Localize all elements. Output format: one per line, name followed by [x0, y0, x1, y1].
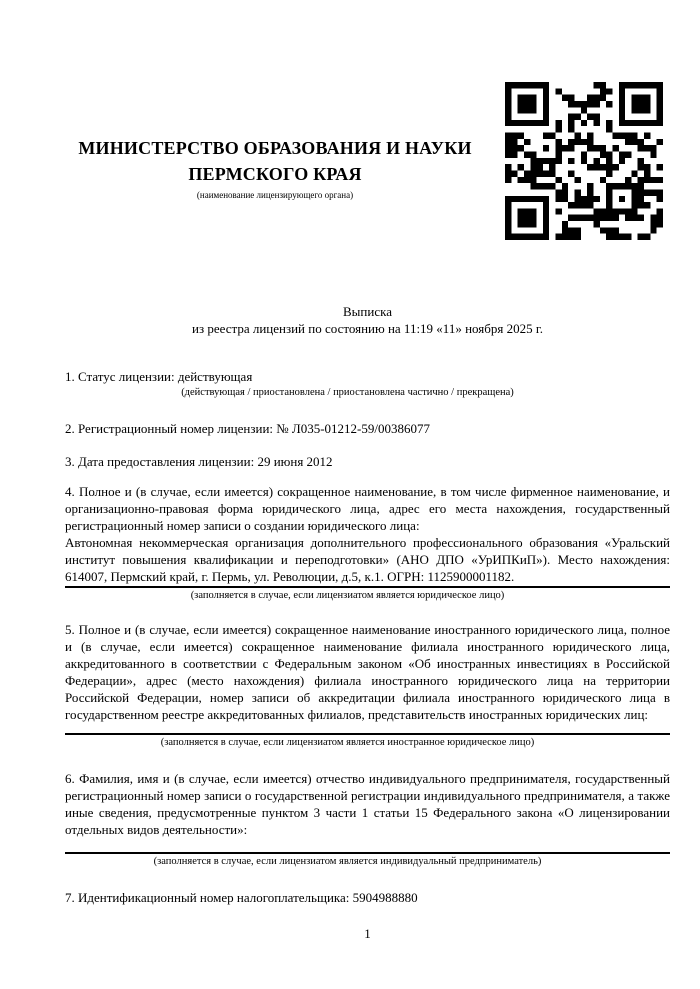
license-status-options-note: (действующая / приостановлена / приостановлена частично / прекращена): [181, 387, 514, 398]
entrepreneur-note: (заполняется в случае, если лицензиатом является индивидуальный предприниматель): [153, 856, 542, 867]
qr-code: [505, 82, 663, 240]
foreign-entity-label: 5. Полное и (в случае, если имеется) сокращенное наименование иностранного юридического лица, полное и (в случае, если имеется) сокращенное наименование филиала иностранного юридического лица, аккредитованного в соответствии с Федеральным законом «Об иностранных инвестициях в Российской Федерации», адрес (место нахождения) филиала иностранного юридического лица на территории Российской Федерации, номер записи об аккредитации филиала иностранного юридического лица в государственном реестре аккредитованных филиалов, представительств иностранных юридических лиц:: [65, 622, 670, 722]
license-status-line: 1. Статус лицензии: действующая: [65, 369, 253, 384]
ministry-name-line2: ПЕРМСКОГО КРАЯ: [188, 164, 362, 184]
document-title-line2: из реестра лицензий по состоянию на 11:19 «11» ноября 2025 г.: [192, 321, 543, 336]
taxpayer-number-line: 7. Идентификационный номер налогоплательщика: 5904988880: [65, 890, 418, 905]
page-number: 1: [364, 926, 371, 941]
legal-entity-label: 4. Полное и (в случае, если имеется) сокращенное наименование, в том числе фирменное наименование, и организационно-правовая форма юридического лица, адрес его места нахождения, государственный регистрационный номер записи о создании юридического лица:: [65, 484, 670, 533]
foreign-entity-note: (заполняется в случае, если лицензиатом является иностранное юридическое лицо): [160, 737, 535, 748]
legal-entity-value: Автономная некоммерческая организация дополнительного профессионального образования «Уральский институт повышения квалификации и переподготовки» (АНО ДПО «УрИПКиП»). Место нахождения: 614007, Пермский край, г. Пермь, ул. Революции, д.5, к.1. ОГРН: 1125900001182.: [65, 535, 670, 584]
grant-date-line: 3. Дата предоставления лицензии: 29 июня 2012: [65, 454, 333, 469]
entrepreneur-label: 6. Фамилия, имя и (в случае, если имеется) отчество индивидуального предпринимателя, государственный регистрационный номер записи о государственной регистрации индивидуального предпринимателя, а также иные сведения, предусмотренные пунктом 3 части 1 статьи 15 Федерального закона «О лицензировании отдельных видов деятельности»:: [65, 771, 670, 837]
document-title: [65, 303, 670, 337]
registration-number-line: 2. Регистрационный номер лицензии: № Л035-01212-59/00386077: [65, 421, 431, 436]
ministry-name-line1: МИНИСТЕРСТВО ОБРАЗОВАНИЯ И НАУКИ: [78, 138, 472, 158]
licensing-authority-header: [65, 0, 485, 201]
document-body: [65, 303, 670, 942]
document-title-line1: Выписка: [343, 304, 392, 319]
legal-entity-note: (заполняется в случае, если лицензиатом является юридическое лицо): [190, 590, 505, 601]
licensing-authority-caption: (наименование лицензирующего органа): [196, 190, 354, 200]
